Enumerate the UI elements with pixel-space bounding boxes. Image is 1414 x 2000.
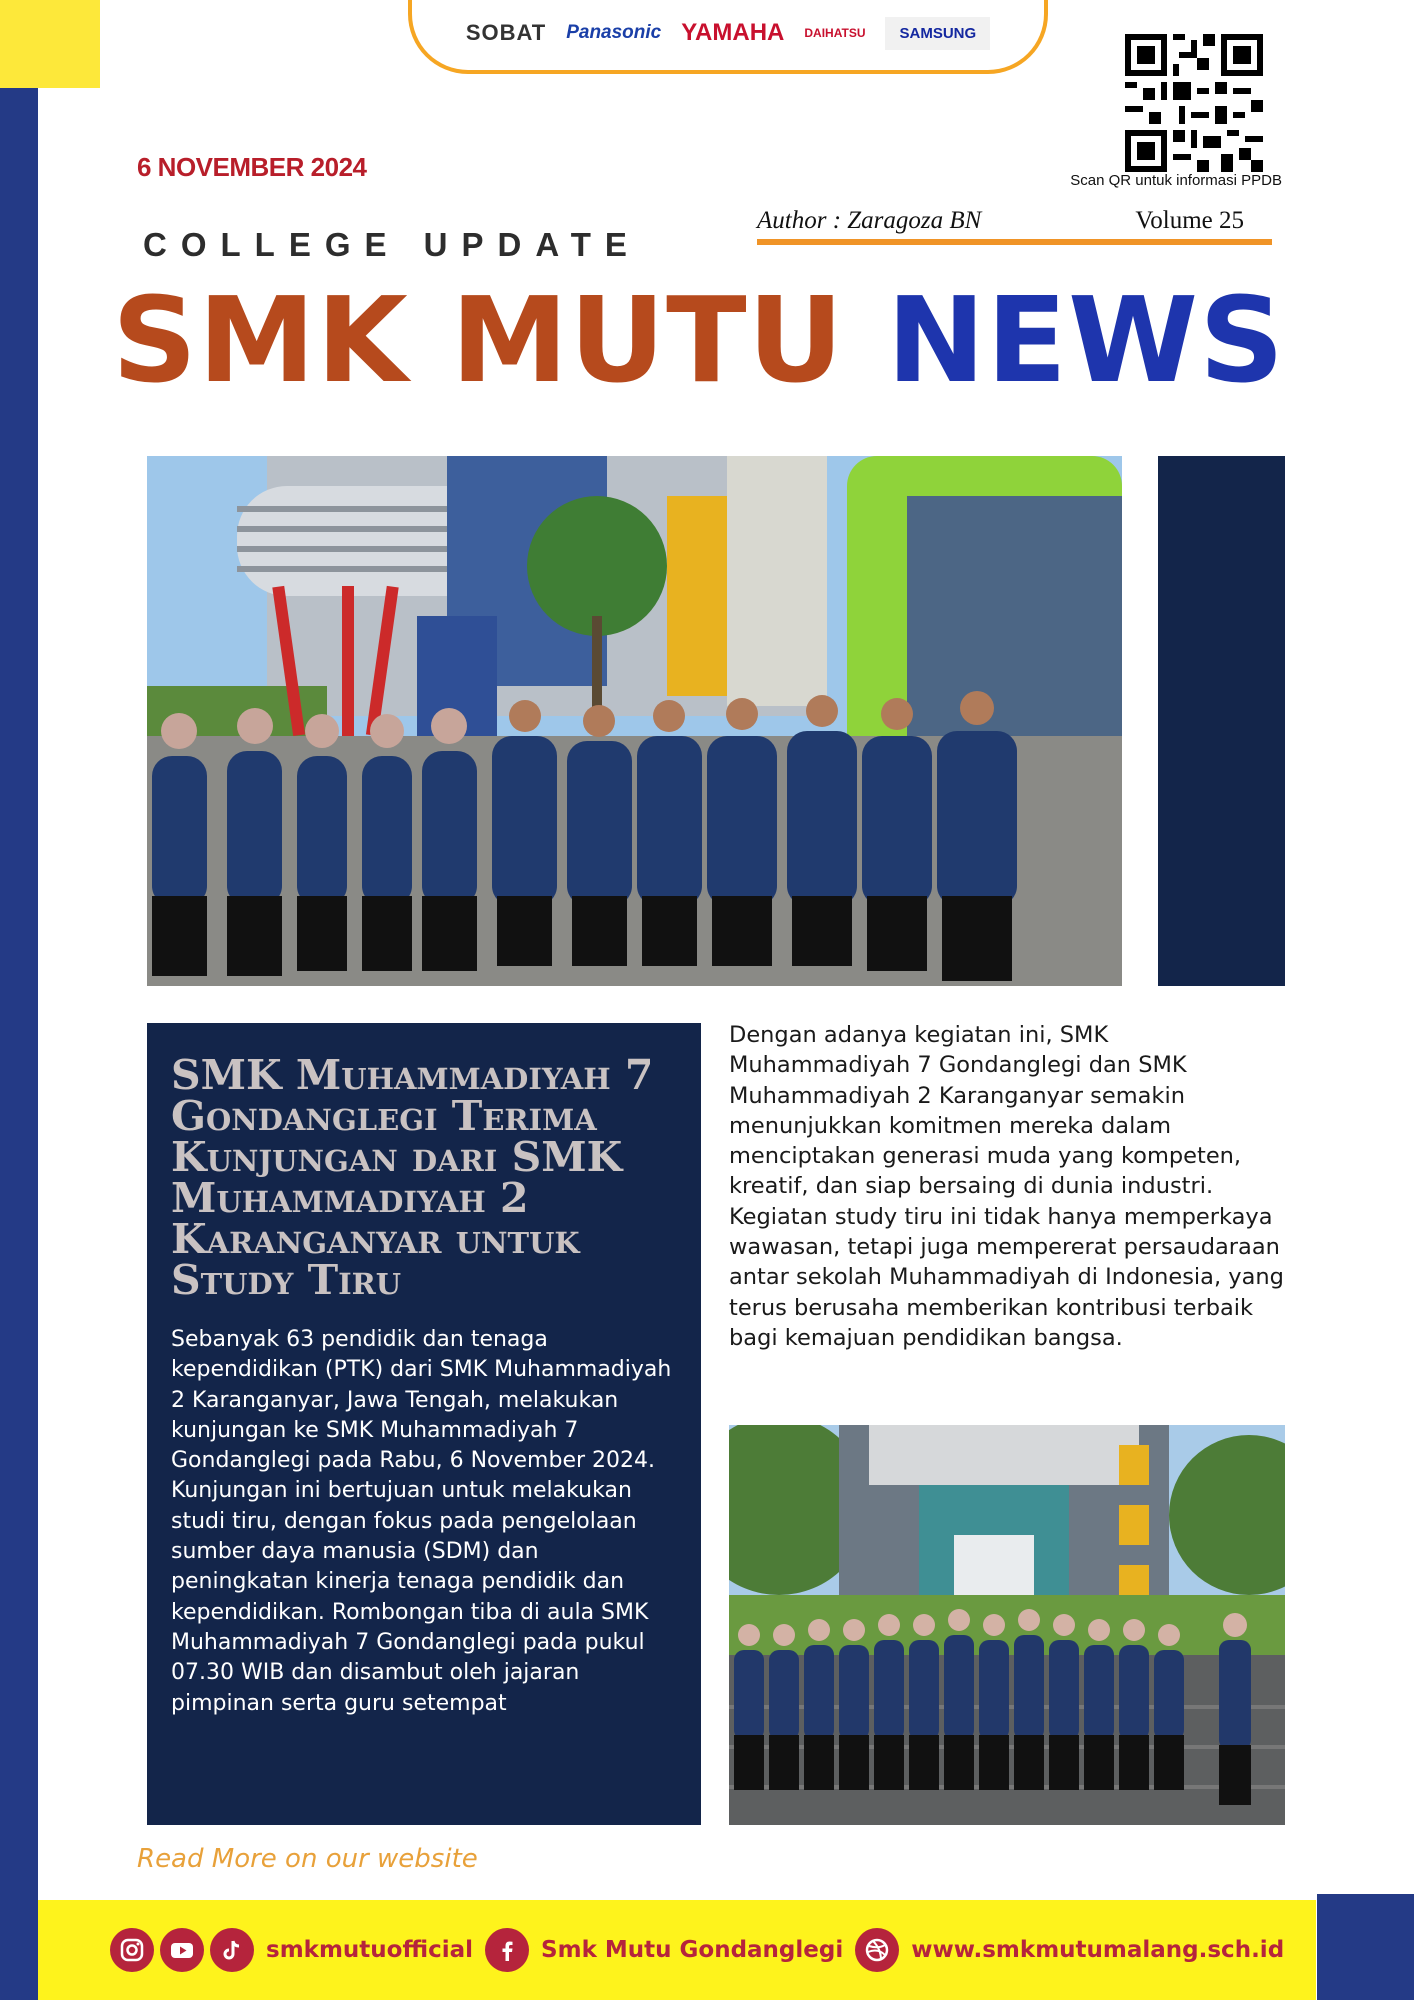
byline-row	[757, 205, 1272, 245]
footer-navy-block	[1317, 1894, 1414, 2000]
masthead-part-school: SMK MUTU	[112, 271, 845, 409]
volume-number: Volume 25	[1135, 207, 1244, 234]
footer-social-bar	[38, 1900, 1316, 2000]
social-handle[interactable]: smkmutuofficial	[266, 1937, 474, 1963]
dribbble-globe-icon[interactable]	[855, 1928, 899, 1972]
article-body-continued: Dengan adanya kegiatan ini, SMK Muhammadiyah 7 Gondanglegi dan SMK Muhammadiyah 2 Karanganyar semakin menunjukkan komitmen mereka dalam menciptakan generasi muda yang kompeten, kreatif, dan siap bersaing di dunia industri. Kegiatan study tiru ini tidak hanya memperkaya wawasan, tetapi juga mempererat persaudaraan antar sekolah Muhammadiyah di Indonesia, yang terus berusaha memberikan kontribusi terbaik bagi kemajuan pendidikan bangsa.	[729, 1022, 1284, 1351]
read-more-link[interactable]: Read More on our website	[137, 1844, 478, 1874]
navy-side-panel	[1158, 456, 1285, 986]
left-accent-bar	[0, 0, 38, 2000]
yellow-corner-block	[0, 0, 100, 88]
issue-date: 6 NOVEMBER 2024	[137, 152, 367, 182]
masthead-title	[112, 270, 1285, 410]
sponsor-logo-strip	[408, 0, 1048, 74]
qr-caption: Scan QR untuk informasi PPDB	[1070, 172, 1282, 189]
article-panel	[147, 1023, 701, 1825]
instagram-icon[interactable]	[110, 1928, 154, 1972]
tiktok-icon[interactable]	[210, 1928, 254, 1972]
panasonic-logo: Panasonic	[566, 22, 662, 43]
website-url[interactable]: www.smkmutumalang.sch.id	[911, 1937, 1285, 1963]
hero-photo	[147, 456, 1122, 986]
ppdb-qr-code[interactable]	[1125, 34, 1263, 172]
sobat-logo: SOBAT	[465, 20, 547, 45]
author-name: Author : Zaragoza BN	[757, 207, 982, 234]
yamaha-logo: YAMAHA	[681, 19, 785, 46]
article-headline: SMK Muhammadiyah 7 Gondanglegi Terima Kunjungan dari SMK Muhammadiyah 2 Karanganyar untuk Study Tiru	[171, 1051, 654, 1304]
daihatsu-logo: DAIHATSU	[804, 26, 866, 40]
facebook-icon[interactable]	[485, 1928, 529, 1972]
facebook-page-name[interactable]: Smk Mutu Gondanglegi	[541, 1937, 844, 1963]
section-kicker: COLLEGE UPDATE	[143, 226, 641, 263]
group-photo	[729, 1425, 1285, 1825]
samsung-logo: SAMSUNG	[885, 17, 990, 50]
article-body-intro: Sebanyak 63 pendidik dan tenaga kependidikan (PTK) dari SMK Muhammadiyah 2 Karanganyar, Jawa Tengah, melakukan kunjungan ke SMK Muhammadiyah 7 Gondanglegi pada Rabu, 6 November 2024. Kunjungan ini bertujuan untuk melakukan studi tiru, dengan fokus pada pengelolaan sumber daya manusia (SDM) dan peningkatan kinerja tenaga pendidik dan kependidikan. Rombongan tiba di aula SMK Muhammadiyah 7 Gondanglegi pada pukul 07.30 WIB dan disambut oleh jajaran pimpinan serta guru setempat	[171, 1327, 672, 1716]
youtube-icon[interactable]	[160, 1928, 204, 1972]
masthead-part-news: NEWS	[886, 271, 1286, 409]
